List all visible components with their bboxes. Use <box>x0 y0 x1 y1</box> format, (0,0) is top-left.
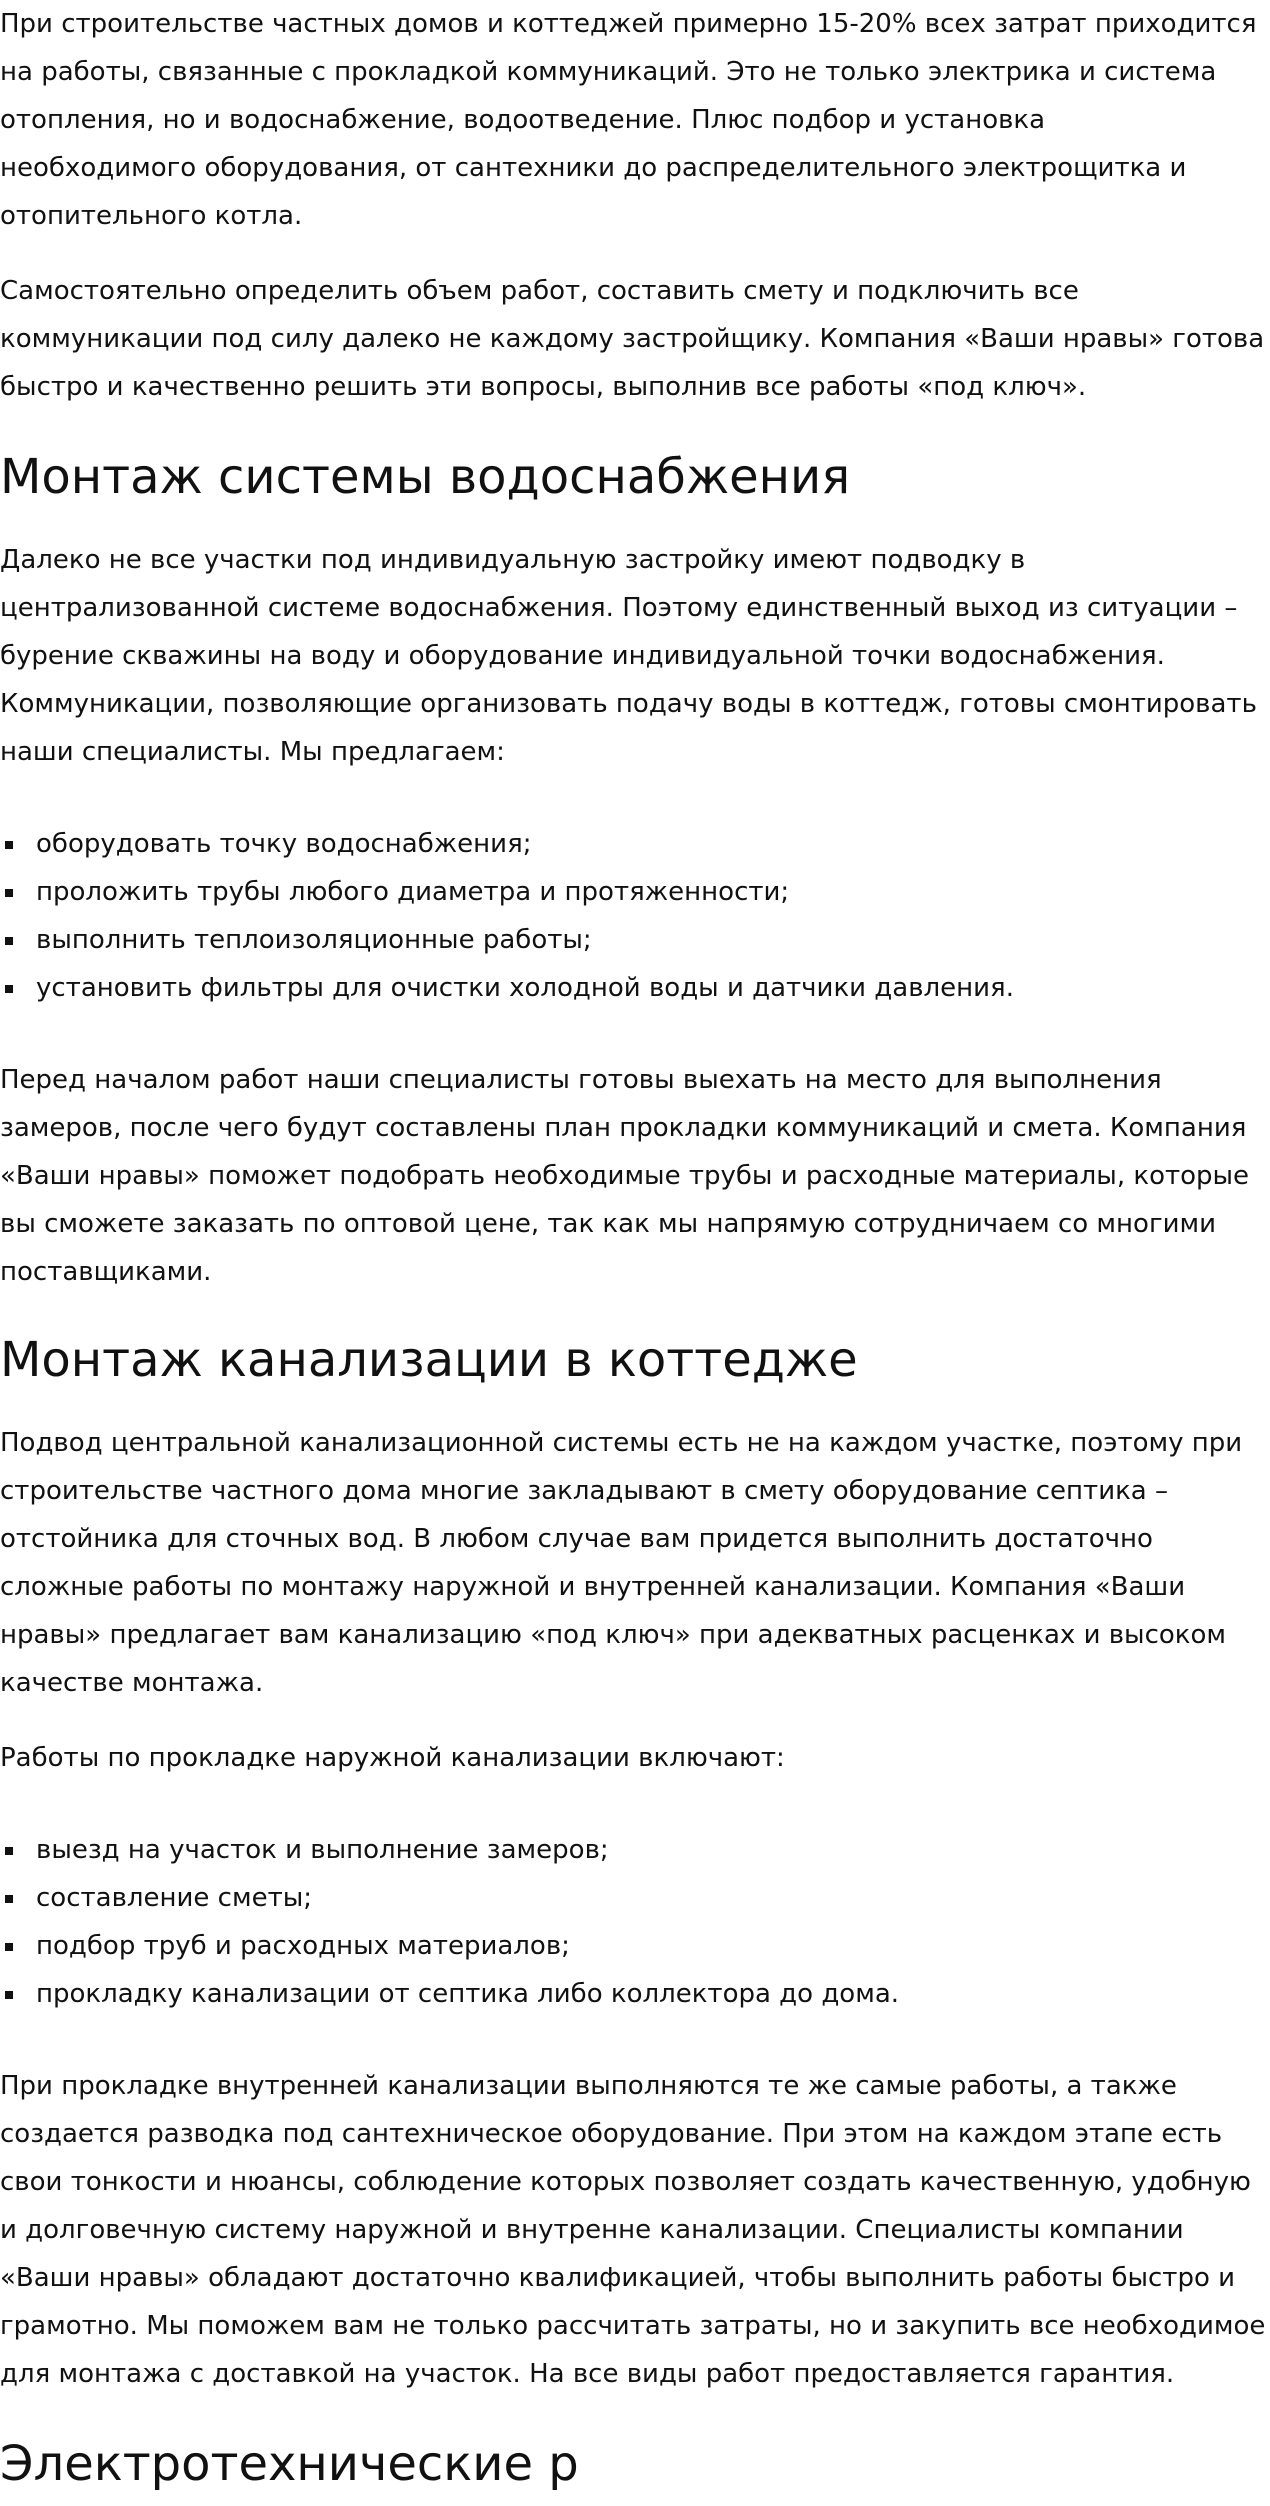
list-item: подбор труб и расходных материалов; <box>0 1922 1270 1970</box>
intro-paragraph-2 <box>0 267 1270 411</box>
text-line: При строительстве частных домов и коттеджей примерно 15-20% всех затрат приходится <box>0 9 1257 39</box>
section-heading-sewerage: Монтаж канализации в коттедже <box>0 1332 858 1388</box>
text-line: необходимого оборудования, от сантехники до распределительного электрощитка и <box>0 153 1187 183</box>
water-paragraph-1 <box>0 536 1270 776</box>
text-line: централизованной системе водоснабжения. Поэтому единственный выход из ситуации – <box>0 593 1238 623</box>
text-line: и долговечную систему наружной и внутренне канализации. Специалисты компании <box>0 2215 1184 2245</box>
section-heading-water-supply: Монтаж системы водоснабжения <box>0 449 851 505</box>
intro-paragraph-1 <box>0 0 1270 240</box>
list-item: выполнить теплоизоляционные работы; <box>0 916 1270 964</box>
text-line: отопления, но и водоснабжение, водоотведение. Плюс подбор и установка <box>0 105 1046 135</box>
text-line: качестве монтажа. <box>0 1668 264 1698</box>
water-paragraph-2 <box>0 1056 1270 1296</box>
list-item: составление сметы; <box>0 1874 1270 1922</box>
text-line: нравы» предлагает вам канализацию «под ключ» при адекватных расценках и высоком <box>0 1620 1227 1650</box>
text-line: При прокладке внутренней канализации выполняются те же самые работы, а также <box>0 2071 1177 2101</box>
list-item: проложить трубы любого диаметра и протяженности; <box>0 868 1270 916</box>
text-line: быстро и качественно решить эти вопросы, выполнив все работы «под ключ». <box>0 372 1087 402</box>
text-line: Самостоятельно определить объем работ, составить смету и подключить все <box>0 276 1079 306</box>
text-line: коммуникации под силу далеко не каждому застройщику. Компания «Ваши нравы» готова <box>0 324 1265 354</box>
text-line: сложные работы по монтажу наружной и внутренней канализации. Компания «Ваши <box>0 1572 1186 1602</box>
list-item: выезд на участок и выполнение замеров; <box>0 1826 1270 1874</box>
text-line: «Ваши нравы» обладают достаточно квалификацией, чтобы выполнить работы быстро и <box>0 2263 1236 2293</box>
sewer-paragraph-1 <box>0 1419 1270 1707</box>
list-item: прокладку канализации от септика либо коллектора до дома. <box>0 1970 1270 2018</box>
list-item: установить фильтры для очистки холодной воды и датчики давления. <box>0 964 1270 1012</box>
text-line: отстойника для сточных вод. В любом случае вам придется выполнить достаточно <box>0 1524 1153 1554</box>
text-line: для монтажа с доставкой на участок. На все виды работ предоставляется гарантия. <box>0 2359 1175 2389</box>
text-line: вы сможете заказать по оптовой цене, так как мы напрямую сотрудничаем со многими <box>0 1209 1217 1239</box>
text-line: Коммуникации, позволяющие организовать подачу воды в коттедж, готовы смонтировать <box>0 689 1257 719</box>
text-line: создается разводка под сантехническое оборудование. При этом на каждом этапе есть <box>0 2119 1223 2149</box>
text-line: строительстве частного дома многие закладывают в смету оборудование септика – <box>0 1476 1168 1506</box>
text-line: Подвод центральной канализационной системы есть не на каждом участке, поэтому при <box>0 1428 1243 1458</box>
section-heading-electrical: Электротехнические р <box>0 2436 579 2492</box>
text-line: Далеко не все участки под индивидуальную застройку имеют подводку в <box>0 545 1026 575</box>
text-line: поставщиками. <box>0 1257 212 1287</box>
text-line: свои тонкости и нюансы, соблюдение которых позволяет создать качественную, удобную <box>0 2167 1251 2197</box>
list-item: оборудовать точку водоснабжения; <box>0 820 1270 868</box>
text-line: отопительного котла. <box>0 201 303 231</box>
text-line: грамотно. Мы поможем вам не только рассчитать затраты, но и закупить все необходимое <box>0 2311 1266 2341</box>
text-line: замеров, после чего будут составлены план прокладки коммуникаций и смета. Компания <box>0 1113 1247 1143</box>
sewer-paragraph-2 <box>0 1734 1270 1782</box>
text-line: Перед началом работ наши специалисты готовы выехать на место для выполнения <box>0 1065 1162 1095</box>
text-line: наши специалисты. Мы предлагаем: <box>0 737 505 767</box>
text-line: на работы, связанные с прокладкой коммуникаций. Это не только электрика и система <box>0 57 1217 87</box>
text-line: Работы по прокладке наружной канализации включают: <box>0 1743 785 1773</box>
sewer-services-list <box>0 1826 1270 2018</box>
water-services-list <box>0 820 1270 1012</box>
text-line: «Ваши нравы» поможет подобрать необходимые трубы и расходные материалы, которые <box>0 1161 1250 1191</box>
text-line: бурение скважины на воду и оборудование индивидуальной точки водоснабжения. <box>0 641 1165 671</box>
sewer-paragraph-3 <box>0 2062 1270 2398</box>
